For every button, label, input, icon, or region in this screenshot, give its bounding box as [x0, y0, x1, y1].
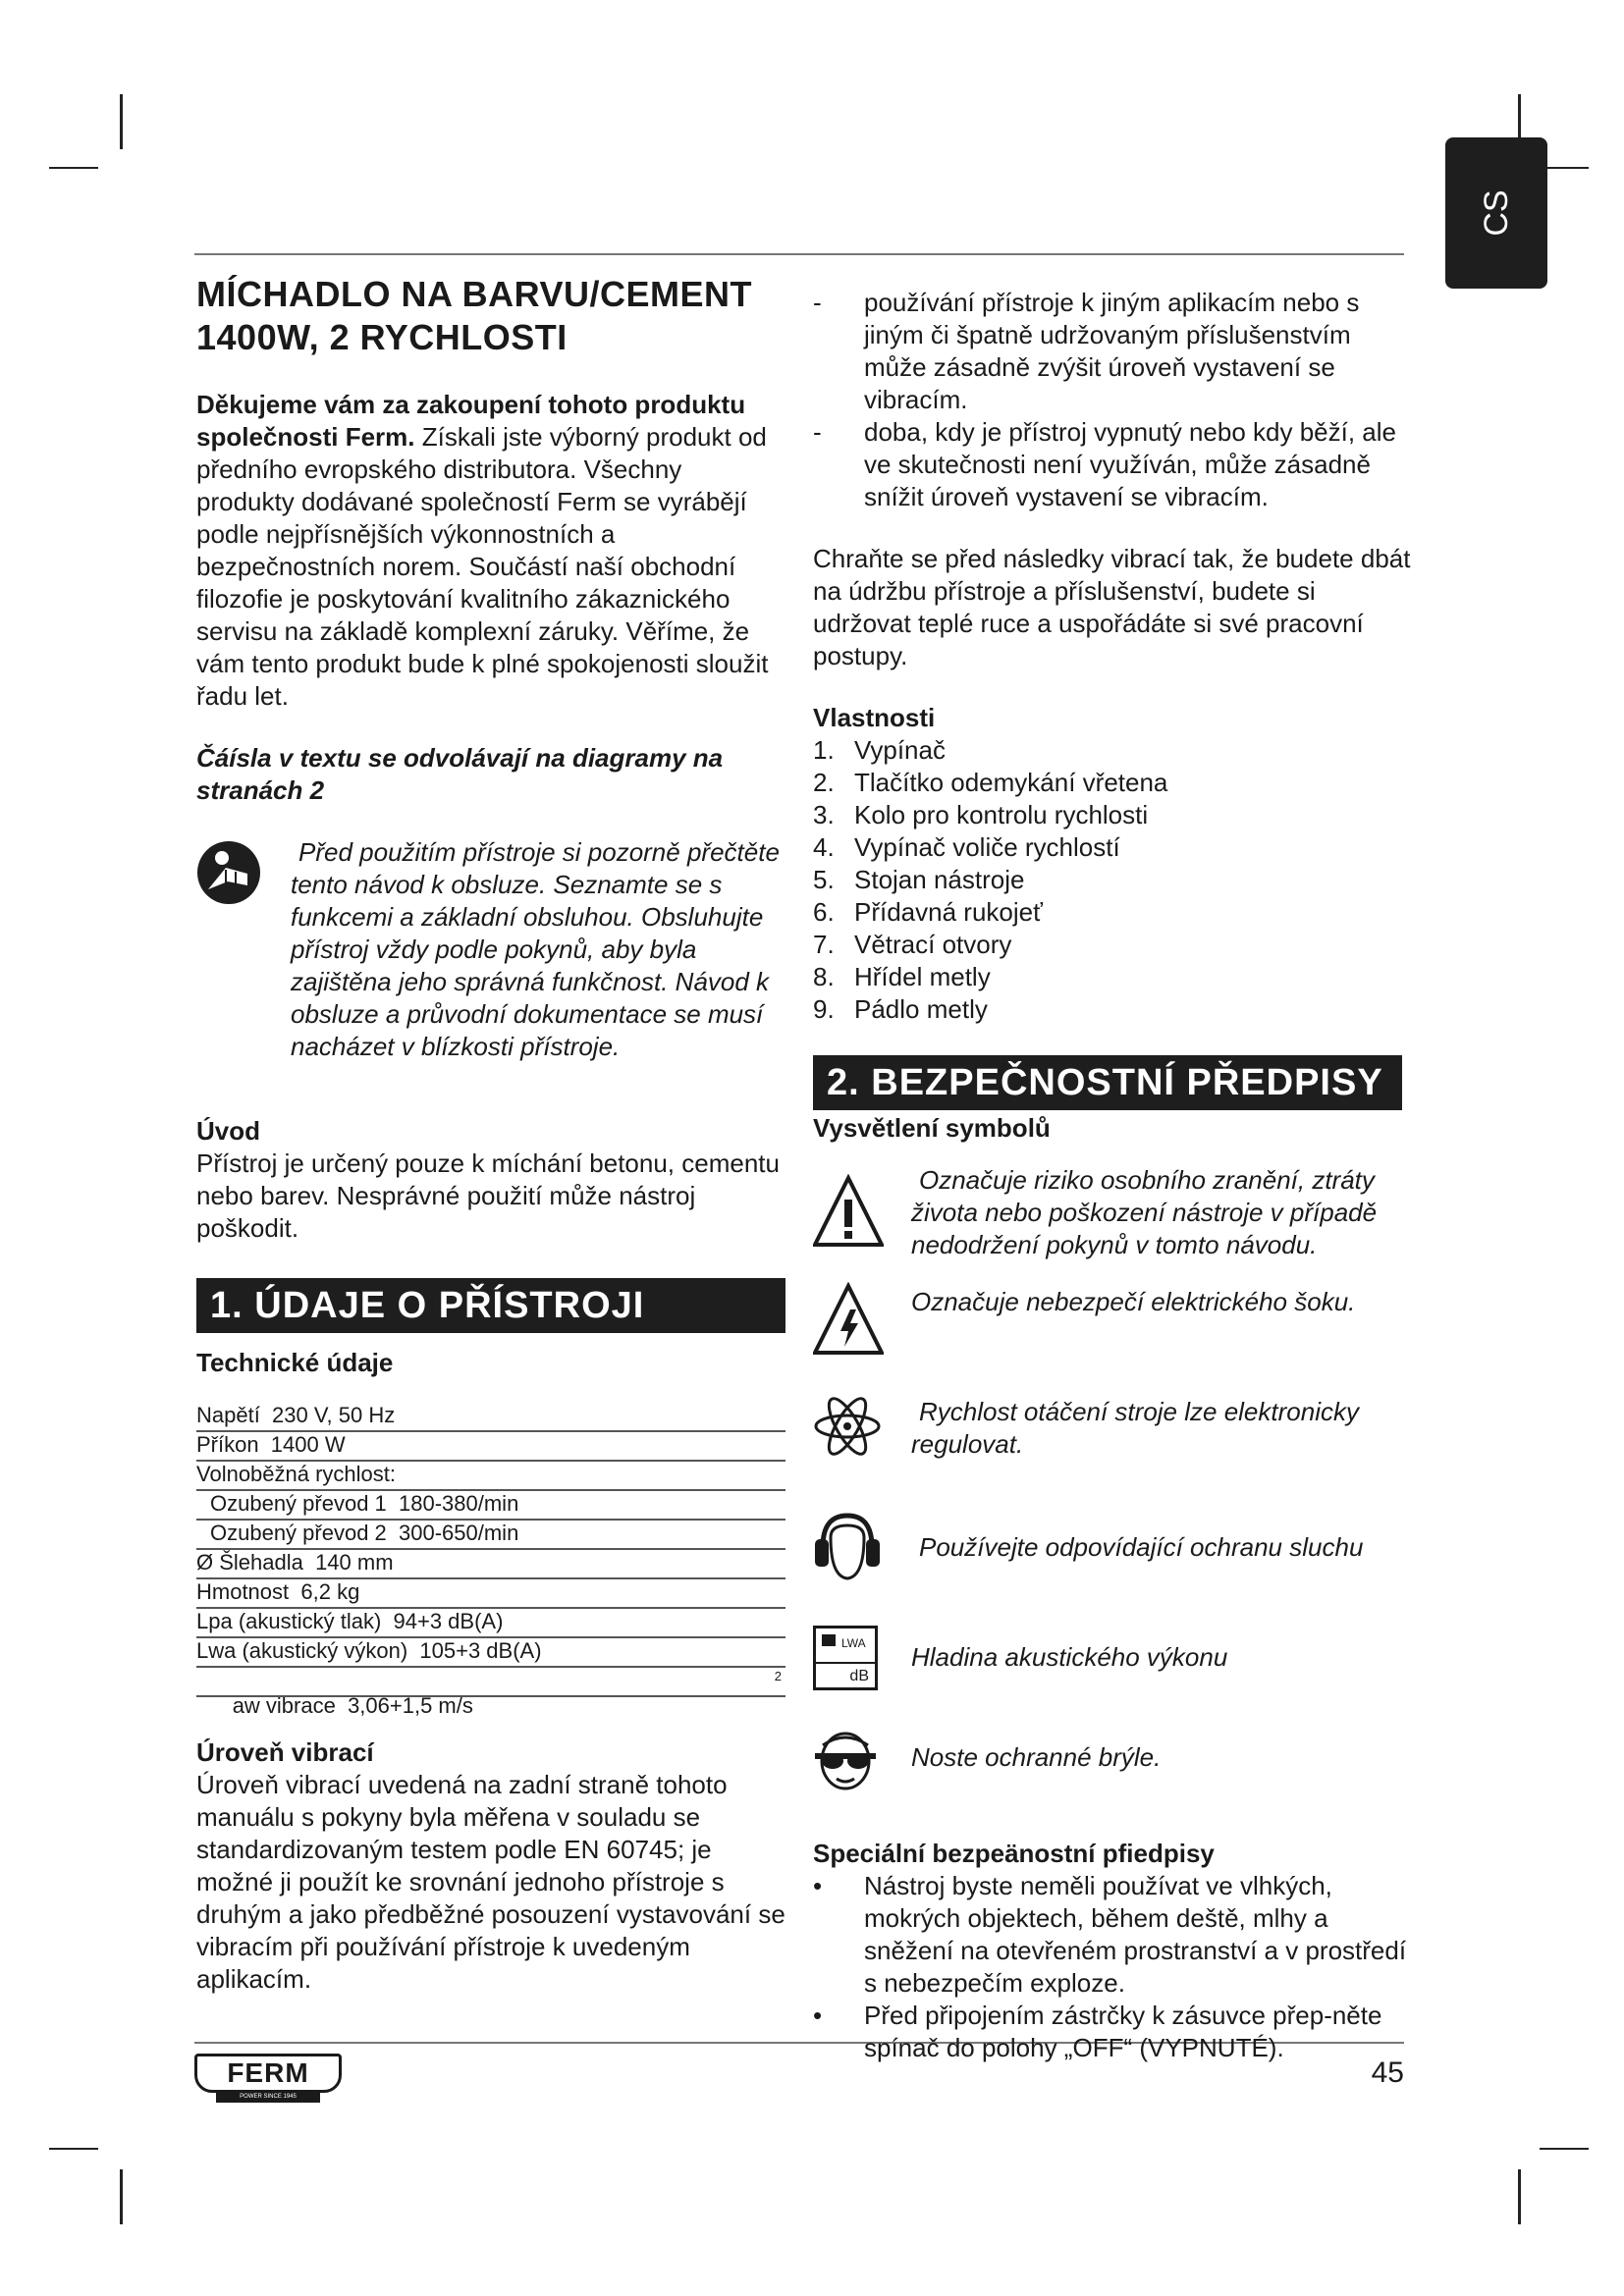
feature-label: Tlačítko odemykání vřetena [854, 768, 1168, 797]
symbols-heading: Vysvětlení symbolů [813, 1113, 1051, 1143]
crop-mark [1540, 2148, 1589, 2150]
spec-row: Příkon 1400 W [196, 1432, 785, 1462]
symbol-list [813, 1164, 1414, 1832]
spec-row: Ozubený převod 1 180-380/min [196, 1491, 785, 1521]
spec-row: Napětí 230 V, 50 Hz [196, 1403, 785, 1432]
feature-label: Hřídel metly [854, 962, 991, 991]
vlastnosti-heading: Vlastnosti [813, 703, 936, 732]
ferm-logo [194, 2054, 342, 2105]
feature-label: Přídavná rukojeť [854, 897, 1043, 927]
list-item: • Před připojením zástrčky k zásuvce přep-něte spínač do polohy „OFF“ (VYPNUTÉ). [813, 2001, 1382, 2062]
feature-number: 6. [813, 897, 835, 927]
left-column [196, 273, 785, 1996]
read-manual-icon [196, 840, 261, 905]
vlastnosti-list [813, 734, 1414, 1026]
ear-protection-icon [813, 1508, 882, 1582]
feature-label: Vypínač voliče rychlostí [854, 832, 1120, 862]
right-column [813, 287, 1414, 2064]
crop-mark [1518, 2169, 1521, 2224]
vibrace-text: Úroveň vibrací uvedená na zadní straně tohoto manuálu s pokyny byla měřena v souladu se standardizovaným testem podle EN 60745; je možné ji použít ke srovnání jednoho přístroje s druhým a jako předběžné posouzení vystavování se vibracím při používání přístroje k uvedeným aplikacím. [196, 1770, 785, 1994]
spec-row: Lwa (akustický výkon) 105+3 dB(A) [196, 1638, 785, 1668]
crop-mark [49, 167, 98, 169]
page-title: MÍCHADLO NA BARVU/CEMENT 1400W, 2 RYCHLOSTI [196, 274, 752, 357]
list-item: - doba, kdy je přístroj vypnutý nebo kdy běží, ale ve skutečnosti není využíván, může zásadně snížit úroveň vystavení se vibracím. [813, 417, 1396, 511]
feature-label: Stojan nástroje [854, 865, 1025, 894]
crop-mark [49, 2148, 98, 2150]
feature-item [813, 961, 1414, 993]
language-tab-label: CS [1478, 189, 1515, 237]
symbol-text: Noste ochranné brýle. [911, 1742, 1162, 1772]
section2-title: 2. BEZPEČNOSTNÍ PŘEDPISY [813, 1055, 1402, 1110]
tech-heading: Technické údaje [196, 1348, 394, 1377]
feature-label: Větrací otvory [854, 930, 1012, 959]
feature-number: 9. [813, 994, 835, 1024]
electronic-speed-icon [813, 1392, 882, 1461]
feature-number: 8. [813, 962, 835, 991]
numbers-note: Čáísla v textu se odvolávají na diagramy na stranách 2 [196, 743, 724, 805]
vibrace-heading: Úroveň vibrací [196, 1737, 374, 1767]
intro-bold: Děkujeme vám za zakoupení tohoto produktu společnosti Ferm. [196, 390, 746, 452]
symbol-text: Označuje nebezpečí elektrického šoku. [911, 1287, 1356, 1316]
symbol-text: Používejte odpovídající ochranu sluchu [919, 1532, 1364, 1562]
feature-number: 5. [813, 865, 835, 894]
feature-number: 7. [813, 930, 835, 959]
feature-number: 3. [813, 800, 835, 829]
list-item: • Nástroj byste neměli používat ve vlhkých, mokrých objektech, během deště, mlhy a sněžení na otevřeném prostranství a v prostředí s nebezpečím exploze. [813, 1871, 1407, 1998]
spec-row: Ozubený převod 2 300-650/min [196, 1521, 785, 1550]
sound-power-icon [813, 1626, 878, 1690]
feature-number: 4. [813, 832, 835, 862]
speaker-icon [822, 1634, 836, 1646]
db-label: dB [849, 1668, 869, 1684]
feature-item [813, 734, 1414, 767]
uvod-heading: Úvod [196, 1116, 260, 1146]
spec-row: Volnoběžná rychlost: [196, 1462, 785, 1491]
special-list [813, 1870, 1414, 2064]
header-rule [194, 253, 1404, 255]
intro-paragraph [196, 389, 785, 713]
intro-text: Získali jste výborný produkt od předního evropského distributora. Všechny produkty dodávané společností Ferm se vyrábějí podle nejpřísnějších výkonnostních a bezpečnostních norem. Součástí naší obchodní filozofie je poskytování kvalitního zákaznického servisu na základě komplexní záruky. Věříme, že vám tento produkt bude k plné spokojenosti sloužit řadu let. [196, 422, 769, 711]
feature-label: Pádlo metly [854, 994, 988, 1024]
spec-row: Ø Šlehadla 140 mm [196, 1550, 785, 1579]
feature-item [813, 993, 1414, 1026]
symbol-text: Rychlost otáčení stroje lze elektronicky regulovat. [911, 1397, 1359, 1459]
spec-table [196, 1403, 785, 1718]
spec-row: Lpa (akustický tlak) 94+3 dB(A) [196, 1609, 785, 1638]
uvod-text: Přístroj je určený pouze k míchání betonu, cementu nebo barev. Nesprávné použití může nástroj poškodit. [196, 1148, 780, 1243]
language-tab [1445, 137, 1547, 289]
feature-item [813, 767, 1414, 799]
page-number: 45 [1371, 2056, 1404, 2089]
feature-item [813, 929, 1414, 961]
feature-item [813, 896, 1414, 929]
spec-footnote: 2 [774, 1669, 782, 1683]
section1-title: 1. ÚDAJE O PŘÍSTROJI [196, 1278, 785, 1333]
feature-label: Vypínač [854, 735, 946, 765]
spec-row-last [196, 1668, 785, 1718]
symbol-text: Hladina akustického výkonu [911, 1642, 1228, 1672]
spec-row-text: aw vibrace 3,06+1,5 m/s [232, 1693, 473, 1718]
list-item: - používání přístroje k jiným aplikacím nebo s jiným či špatně udržovaným příslušenstvím může zásadně zvýšit úroveň vystavení se vibracím. [813, 288, 1360, 414]
feature-label: Kolo pro kontrolu rychlosti [854, 800, 1149, 829]
lwa-label: LWA [841, 1636, 866, 1650]
feature-item [813, 799, 1414, 831]
logo-text: FERM [227, 2057, 309, 2088]
feature-number: 1. [813, 735, 835, 765]
feature-item [813, 831, 1414, 864]
logo-tagline: POWER SINCE 1945 [240, 2094, 297, 2100]
feature-number: 2. [813, 768, 835, 797]
feature-item [813, 864, 1414, 896]
manual-note-block [196, 836, 785, 1095]
crop-mark [120, 94, 123, 149]
manual-note: Před použitím přístroje si pozorně přečtěte tento návod k obsluze. Seznamte se s funkcemi a základní obsluhou. Obsluhujte přístroj vždy podle pokynů, aby byla zajištěna jeho správná funkčnost. Návod k obsluze a průvodní dokumentace se musí nacházet v blízkosti přístroje. [291, 837, 780, 1061]
crop-mark [120, 2169, 123, 2224]
vibrace-protect: Chraňte se před následky vibrací tak, že budete dbát na údržbu přístroje a příslušenství, budete si udržovat teplé ruce a uspořádáte si své pracovní postupy. [813, 544, 1411, 670]
electric-shock-icon [813, 1282, 884, 1357]
special-heading: Speciální bezpeänostní pfiedpisy [813, 1839, 1215, 1868]
warning-triangle-icon [813, 1174, 884, 1249]
safety-glasses-icon [813, 1726, 878, 1790]
symbol-text: Označuje riziko osobního zranění, ztráty života nebo poškození nástroje v případě nedodržení pokynů v tomto návodu. [911, 1165, 1378, 1259]
vibrace-bullets [813, 287, 1414, 513]
spec-row: Hmotnost 6,2 kg [196, 1579, 785, 1609]
